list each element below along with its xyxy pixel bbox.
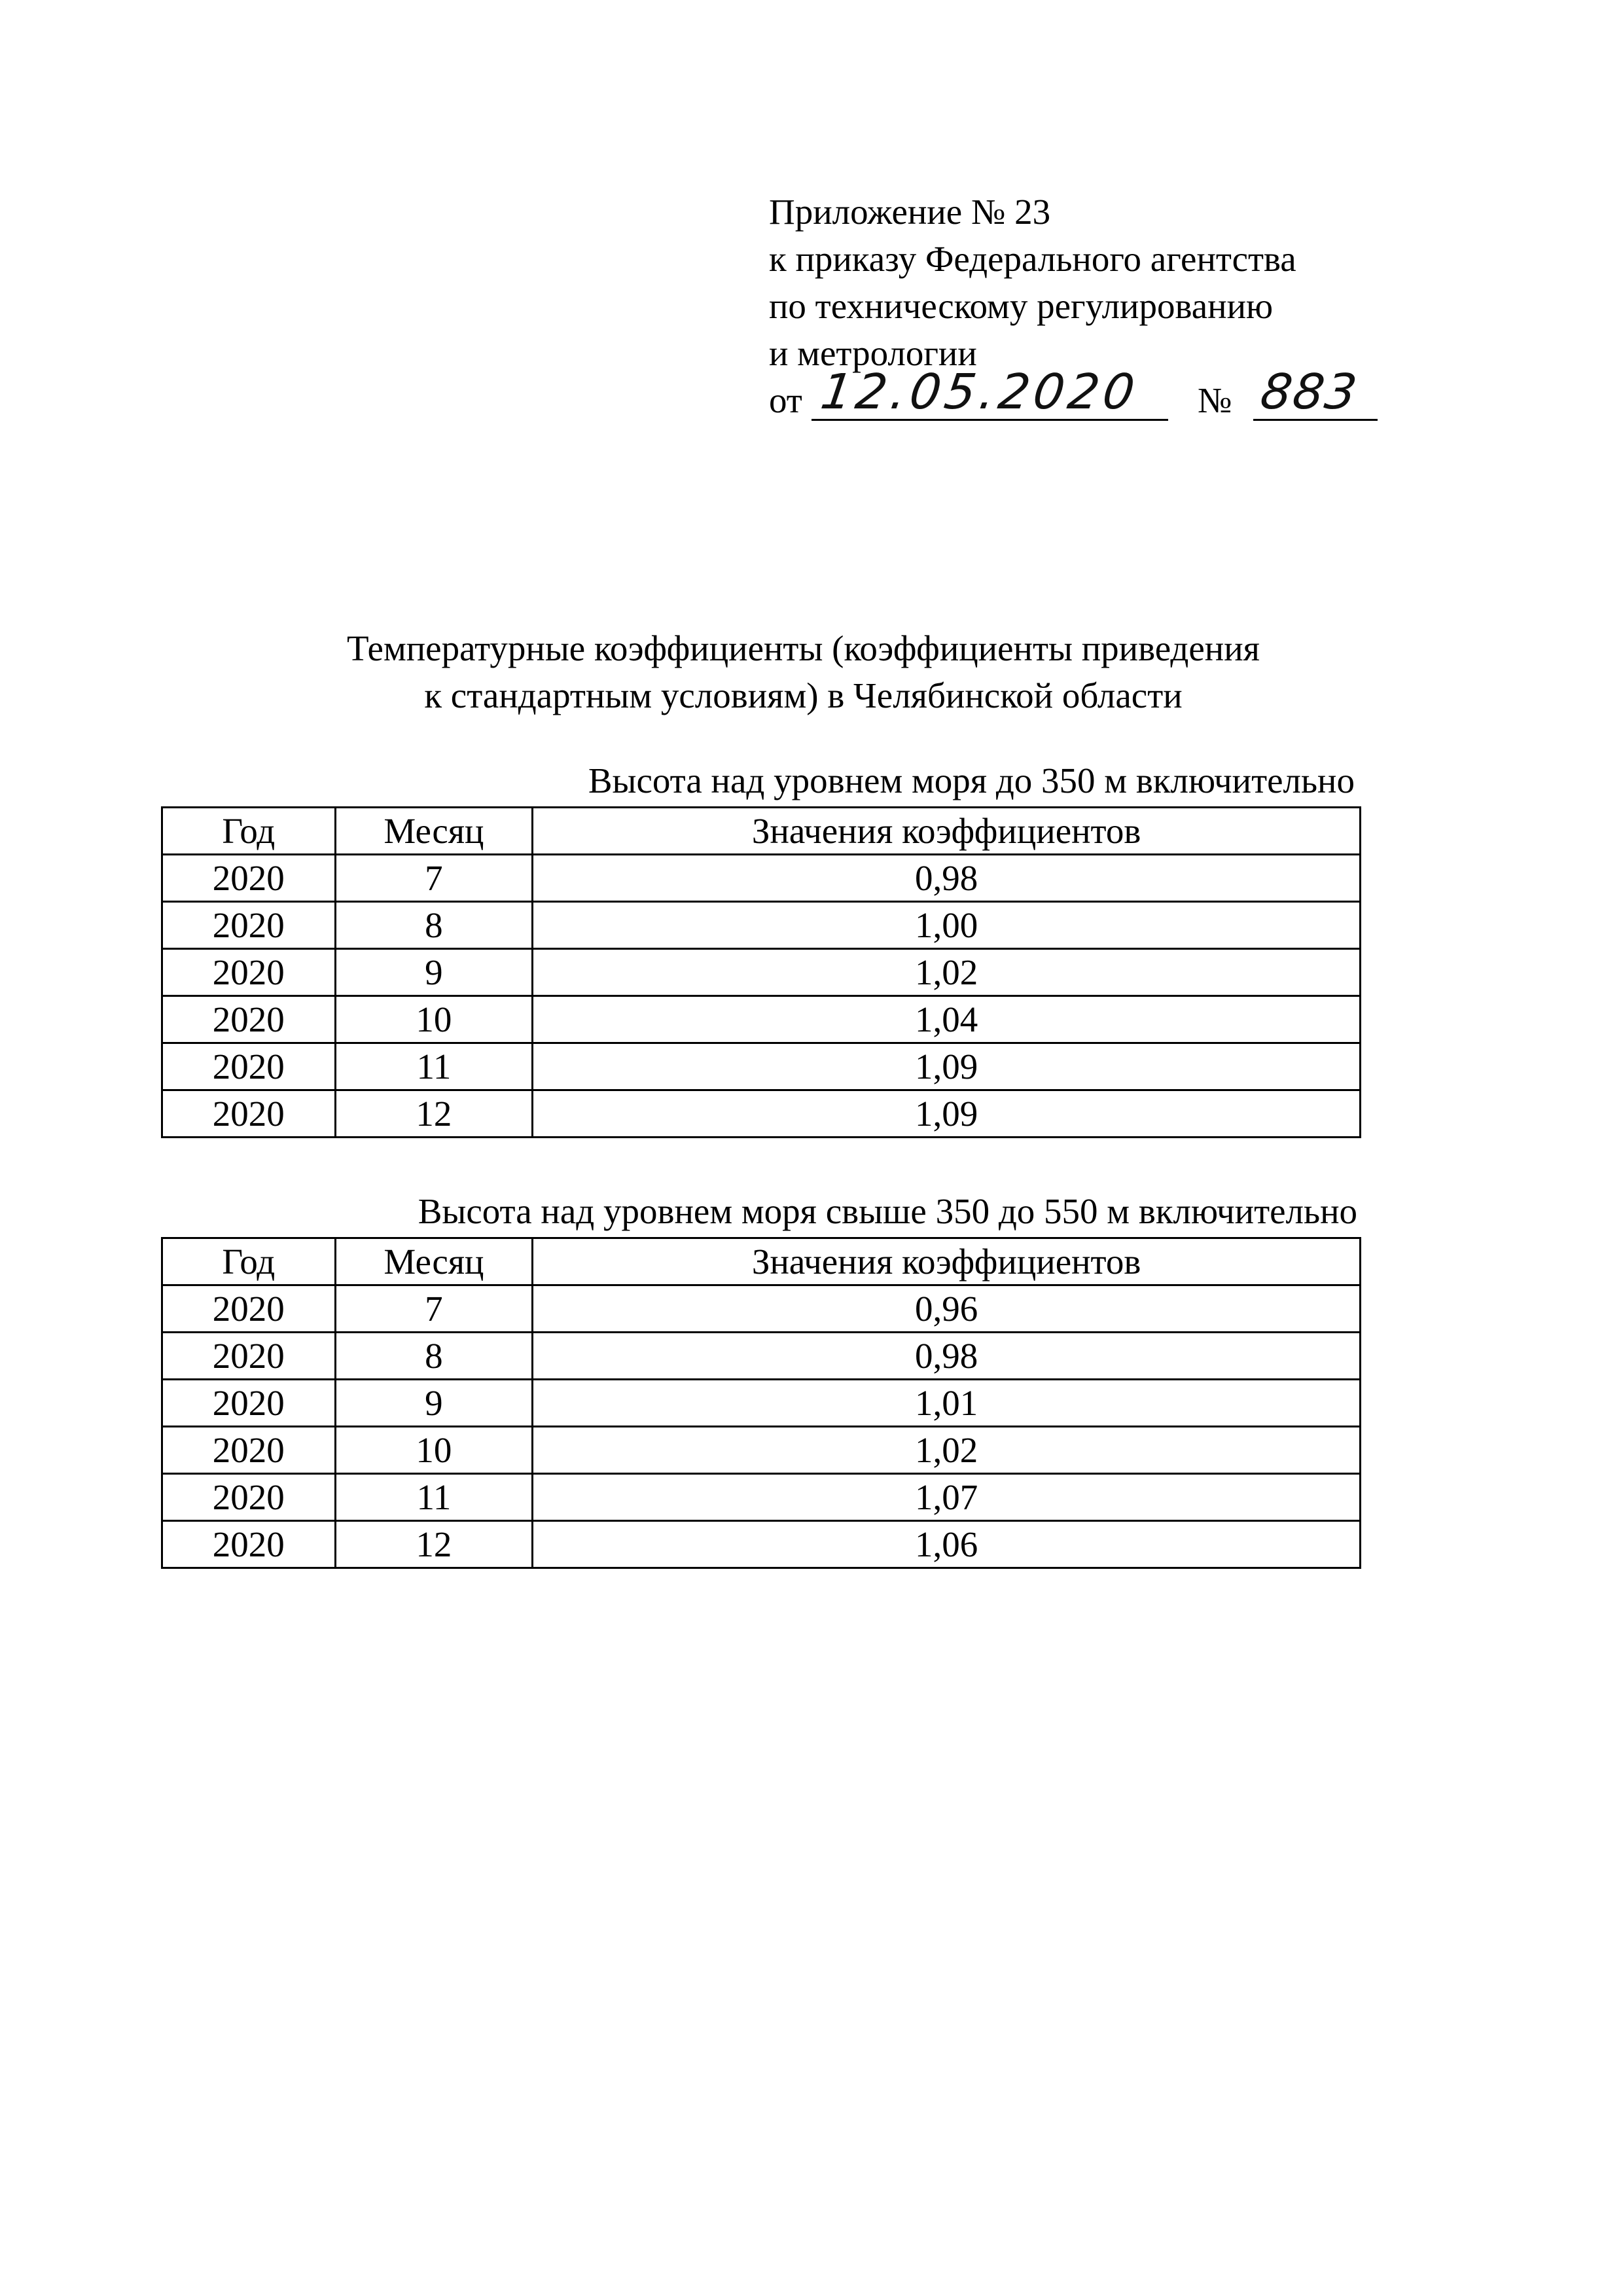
cell-coefficient: 1,00 (533, 902, 1361, 949)
table-row (162, 902, 1361, 949)
number-label: № (1198, 380, 1232, 420)
coefficients-table-up-to-350m (161, 806, 1361, 1138)
appendix-header (769, 188, 1362, 424)
cell-year: 2020 (162, 902, 336, 949)
order-date-row (769, 364, 1362, 424)
title-line-1: Температурные коэффициенты (коэффициенты приведения (347, 628, 1260, 668)
header-month: Месяц (335, 808, 533, 855)
cell-month: 11 (335, 1043, 533, 1090)
header-year: Год (162, 808, 336, 855)
table-row (162, 855, 1361, 902)
cell-month: 11 (335, 1474, 533, 1521)
header-month: Месяц (335, 1238, 533, 1285)
table-row (162, 1521, 1361, 1568)
cell-year: 2020 (162, 1090, 336, 1138)
appendix-order-ref: к приказу Федерального агентства (769, 239, 1296, 279)
date-prefix: от (769, 380, 802, 420)
title-line-2: к стандартным условиям) в Челябинской области (424, 675, 1183, 715)
cell-year: 2020 (162, 1043, 336, 1090)
cell-coefficient: 0,96 (533, 1285, 1361, 1333)
cell-month: 9 (335, 1380, 533, 1427)
cell-year: 2020 (162, 1427, 336, 1474)
table-header-row (162, 808, 1361, 855)
cell-coefficient: 1,06 (533, 1521, 1361, 1568)
cell-month: 12 (335, 1090, 533, 1138)
cell-month: 12 (335, 1521, 533, 1568)
table-row (162, 949, 1361, 996)
cell-year: 2020 (162, 1285, 336, 1333)
table-caption-2: Высота над уровнем моря свыше 350 до 550 м включительно (418, 1191, 1357, 1231)
cell-year: 2020 (162, 996, 336, 1043)
cell-month: 7 (335, 1285, 533, 1333)
cell-year: 2020 (162, 1380, 336, 1427)
cell-year: 2020 (162, 949, 336, 996)
appendix-agency: по техническому регулированию (769, 286, 1274, 326)
cell-month: 10 (335, 996, 533, 1043)
cell-year: 2020 (162, 1333, 336, 1380)
cell-year: 2020 (162, 1474, 336, 1521)
cell-coefficient: 1,07 (533, 1474, 1361, 1521)
cell-month: 8 (335, 1333, 533, 1380)
cell-coefficient: 1,02 (533, 1427, 1361, 1474)
table-row (162, 1333, 1361, 1380)
header-year: Год (162, 1238, 336, 1285)
table-caption-1: Высота над уровнем моря до 350 м включительно (588, 761, 1355, 800)
table-row (162, 1285, 1361, 1333)
document-title (0, 625, 1623, 719)
table-row (162, 1090, 1361, 1138)
appendix-number: Приложение № 23 (769, 192, 1051, 232)
cell-year: 2020 (162, 1521, 336, 1568)
table-row (162, 996, 1361, 1043)
table-header-row (162, 1238, 1361, 1285)
table-row (162, 1427, 1361, 1474)
cell-year: 2020 (162, 855, 336, 902)
cell-coefficient: 1,04 (533, 996, 1361, 1043)
coefficients-table-350-to-550m (161, 1237, 1361, 1569)
cell-coefficient: 0,98 (533, 855, 1361, 902)
table-row (162, 1043, 1361, 1090)
handwritten-number: 883 (1257, 364, 1362, 420)
cell-coefficient: 1,02 (533, 949, 1361, 996)
header-coefficient: Значения коэффициентов (533, 808, 1361, 855)
table-row (162, 1380, 1361, 1427)
cell-month: 10 (335, 1427, 533, 1474)
appendix-agency-cont: и метрологии (769, 333, 977, 373)
cell-coefficient: 1,01 (533, 1380, 1361, 1427)
cell-coefficient: 1,09 (533, 1043, 1361, 1090)
cell-month: 8 (335, 902, 533, 949)
header-coefficient: Значения коэффициентов (533, 1238, 1361, 1285)
cell-month: 7 (335, 855, 533, 902)
cell-month: 9 (335, 949, 533, 996)
cell-coefficient: 1,09 (533, 1090, 1361, 1138)
handwritten-date: 12.05.2020 (817, 364, 1142, 420)
table-row (162, 1474, 1361, 1521)
cell-coefficient: 0,98 (533, 1333, 1361, 1380)
